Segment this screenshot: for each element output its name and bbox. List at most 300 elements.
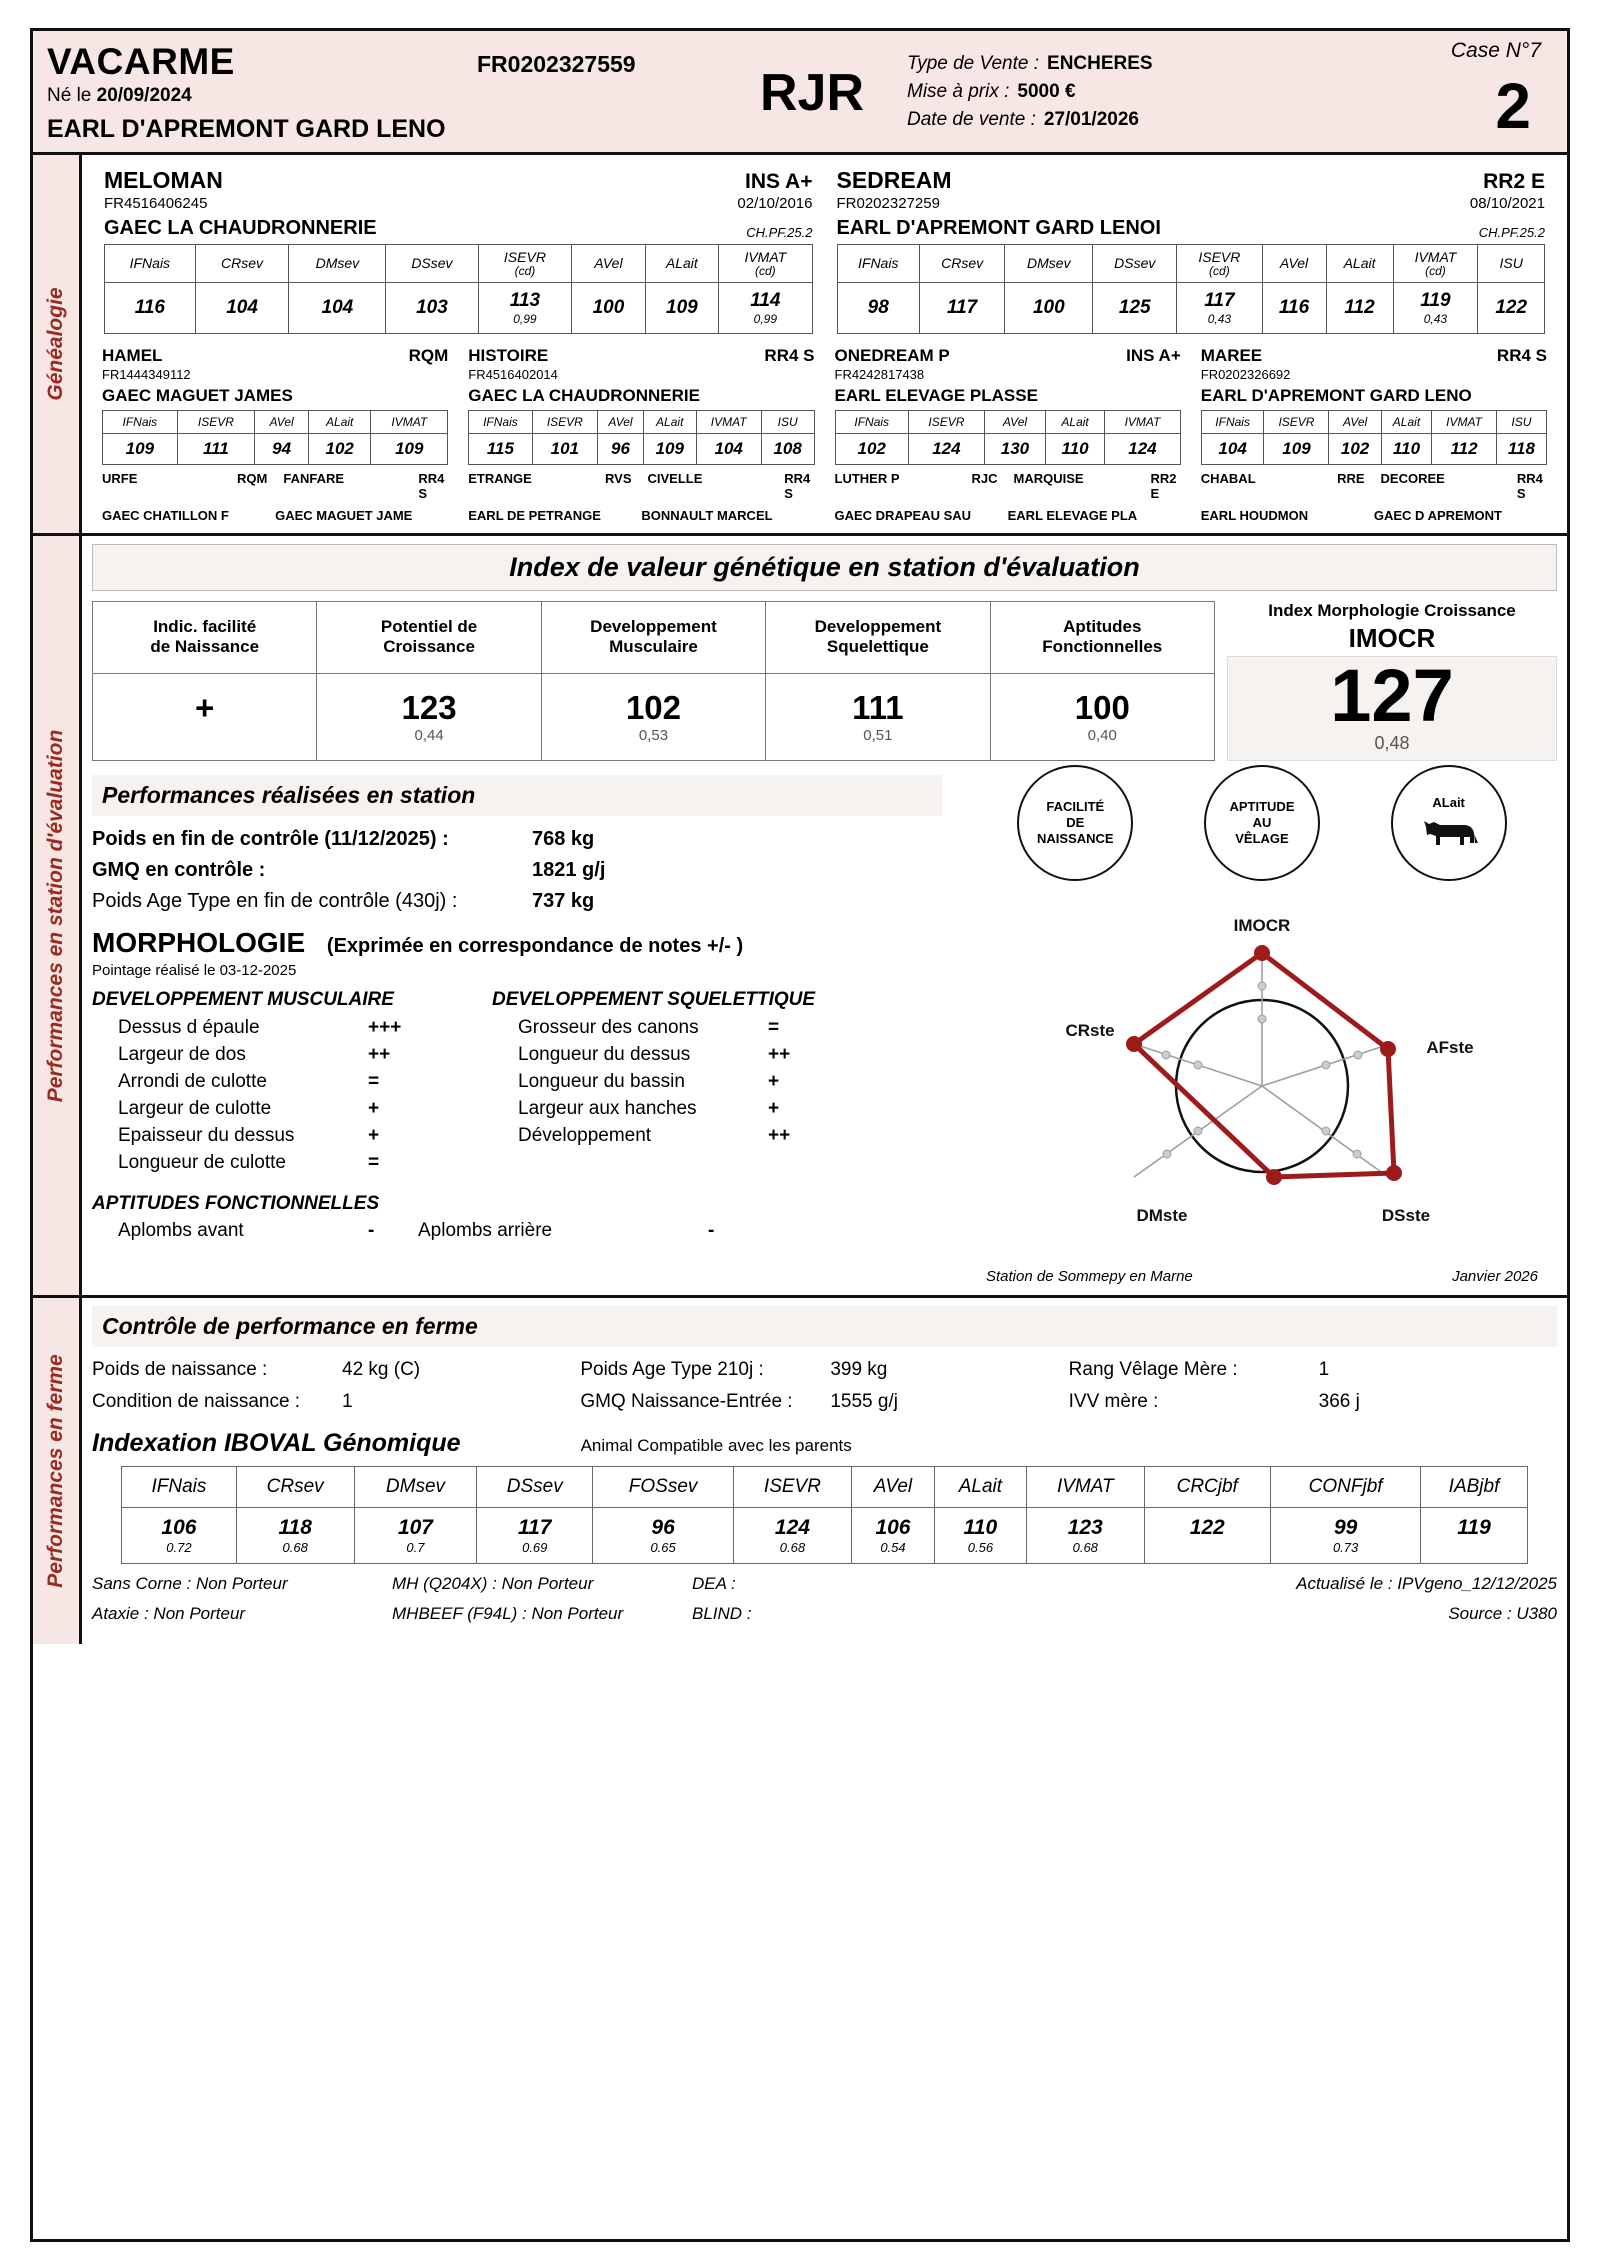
index-value: 96 bbox=[598, 434, 644, 465]
index-header: AVel bbox=[984, 411, 1045, 434]
grandparent-block bbox=[825, 346, 1191, 465]
badge-line1: ALait bbox=[1432, 795, 1465, 811]
ggp-owner: GAEC DRAPEAU SAU bbox=[834, 508, 972, 524]
iboval-table bbox=[121, 1466, 1527, 1564]
grandparent-name: HISTOIRE bbox=[468, 346, 549, 366]
farm-field bbox=[580, 1359, 1068, 1381]
station-graphics bbox=[982, 761, 1542, 1285]
genealogy-section bbox=[33, 155, 1567, 536]
sale-type: ENCHERES bbox=[1047, 53, 1153, 74]
index-value: 102 bbox=[309, 434, 371, 465]
farm-field-value: 1555 g/j bbox=[830, 1391, 898, 1413]
dam-date: 08/10/2021 bbox=[1469, 195, 1545, 212]
greatgrandparent-pair bbox=[92, 471, 458, 523]
greatgrandparent-pair bbox=[825, 471, 1191, 523]
dam-chpf: CH.PF.25.2 bbox=[1478, 225, 1545, 240]
index-header: ISEVR bbox=[908, 411, 984, 434]
index-value: 125 bbox=[1093, 283, 1177, 334]
index-header: IVMAT (cd) bbox=[1393, 245, 1478, 283]
index-value: 109 bbox=[371, 434, 448, 465]
footer-source: Source : U380 bbox=[1448, 1604, 1557, 1624]
ggp-name: CHABAL bbox=[1200, 471, 1256, 487]
grandparent-block bbox=[92, 346, 458, 465]
sire-name: MELOMAN bbox=[104, 167, 223, 193]
station-index-header: Developpement Squelettique bbox=[766, 602, 990, 673]
index-header: ALait bbox=[643, 411, 696, 434]
dam-index-table bbox=[837, 244, 1546, 334]
cow-icon bbox=[1418, 813, 1480, 851]
dam-id: FR0202327259 bbox=[836, 195, 940, 212]
index-header: IFNais bbox=[835, 411, 908, 434]
station-index-header: Developpement Musculaire bbox=[541, 602, 765, 673]
grandparent-block bbox=[458, 346, 824, 465]
iboval-header: ALait bbox=[934, 1467, 1026, 1508]
morphology-label: Largeur aux hanches bbox=[518, 1098, 697, 1120]
morphology-label: Longueur de culotte bbox=[118, 1152, 286, 1174]
iboval-value: 123 0.68 bbox=[1026, 1508, 1144, 1564]
index-header: AVel bbox=[572, 245, 645, 283]
grandparent-qualification: INS A+ bbox=[1126, 346, 1181, 366]
index-value: 109 bbox=[103, 434, 178, 465]
morpho-subtitle: (Exprimée en correspondance de notes +/- ) bbox=[326, 935, 744, 958]
sire-qualification: INS A+ bbox=[745, 170, 813, 193]
index-value: 109 bbox=[643, 434, 696, 465]
morphology-row bbox=[92, 1152, 492, 1174]
price-label: Mise à prix : bbox=[907, 81, 1010, 102]
index-header: DMsev bbox=[1005, 245, 1093, 283]
index-value: 118 bbox=[1496, 434, 1546, 465]
index-header: ISU bbox=[1496, 411, 1546, 434]
station-perf-title: Performances réalisées en station bbox=[92, 775, 942, 816]
iboval-header: DSsev bbox=[477, 1467, 593, 1508]
index-header: AVel bbox=[1329, 411, 1381, 434]
morphology-row bbox=[92, 1017, 492, 1039]
farm-footer bbox=[92, 1574, 1557, 1634]
morphology-note: = bbox=[368, 1152, 380, 1174]
farm-field-label: Poids de naissance : bbox=[92, 1359, 268, 1381]
ggp-name: DECOREE bbox=[1380, 471, 1445, 487]
sidelabel-farm bbox=[33, 1298, 82, 1644]
farm-field-value: 42 kg (C) bbox=[342, 1359, 421, 1381]
iboval-value: 99 0.73 bbox=[1270, 1508, 1420, 1564]
radar-caption-left: Station de Sommepy en Marne bbox=[986, 1268, 1193, 1286]
performance-label: Poids en fin de contrôle (11/12/2025) : bbox=[92, 828, 449, 851]
case-label: Case N°7 bbox=[1450, 39, 1541, 62]
index-value: 130 bbox=[984, 434, 1045, 465]
station-title: Index de valeur génétique en station d'évaluation bbox=[92, 544, 1557, 591]
index-value: 119 0,43 bbox=[1393, 283, 1478, 334]
performance-value: 1821 g/j bbox=[532, 859, 606, 882]
ggp-qualification: RJC bbox=[971, 471, 998, 487]
index-value: 117 0,43 bbox=[1177, 283, 1262, 334]
station-index-value: 123 0,44 bbox=[317, 673, 541, 761]
badges-row bbox=[982, 765, 1542, 881]
index-value: 104 bbox=[1201, 434, 1264, 465]
badge-line2: AU bbox=[1252, 815, 1272, 831]
morphology-label: Développement bbox=[518, 1125, 652, 1147]
morpho-date: Pointage réalisé le 03-12-2025 bbox=[92, 962, 297, 980]
grandparent-name: MAREE bbox=[1200, 346, 1263, 366]
index-value: 110 bbox=[1046, 434, 1105, 465]
iboval-header: IFNais bbox=[122, 1467, 236, 1508]
index-value: 100 bbox=[572, 283, 645, 334]
station-index-value: 102 0,53 bbox=[541, 673, 765, 761]
price-value: 5000 € bbox=[1017, 81, 1076, 102]
farm-column-3 bbox=[1069, 1359, 1557, 1423]
morphology-note: ++ bbox=[368, 1044, 391, 1066]
grandparent-index-table bbox=[1201, 410, 1547, 465]
functional-front-label: Aplombs avant bbox=[118, 1220, 244, 1242]
index-header: ALait bbox=[645, 245, 719, 283]
index-header: DSsev bbox=[1093, 245, 1177, 283]
morphology-row bbox=[92, 1044, 492, 1066]
morphology-row bbox=[92, 1071, 492, 1093]
ggp-owner: GAEC MAGUET JAME bbox=[275, 508, 413, 524]
radar-caption-right: Janvier 2026 bbox=[1452, 1268, 1538, 1286]
performance-line bbox=[92, 859, 972, 882]
grandparent-block bbox=[1191, 346, 1557, 465]
iboval-header: CONFjbf bbox=[1270, 1467, 1420, 1508]
index-header: AVel bbox=[1262, 245, 1326, 283]
farm-field-label: Condition de naissance : bbox=[92, 1391, 301, 1413]
index-header: IFNais bbox=[103, 411, 178, 434]
farm-section bbox=[33, 1298, 1567, 1644]
farm-field-value: 1 bbox=[342, 1391, 353, 1413]
sire-index-table bbox=[104, 244, 813, 334]
sidelabel-genealogy-text: Généalogie bbox=[44, 287, 67, 401]
footer-blind: BLIND : bbox=[692, 1604, 752, 1624]
badge-aptitude-velage bbox=[1204, 765, 1320, 881]
sidelabel-station bbox=[33, 536, 82, 1295]
ggp-qualification: RRE bbox=[1337, 471, 1365, 487]
grandparent-name: HAMEL bbox=[102, 346, 163, 366]
badge-alait bbox=[1391, 765, 1507, 881]
dam-name: SEDREAM bbox=[836, 167, 952, 193]
radar-axis-dmste: DMste bbox=[1136, 1206, 1188, 1226]
imocr-block bbox=[1227, 601, 1557, 761]
iboval-value: 122 bbox=[1144, 1508, 1270, 1564]
station-section bbox=[33, 536, 1567, 1298]
index-header: CRsev bbox=[919, 245, 1004, 283]
badge-line3: NAISSANCE bbox=[1037, 831, 1114, 847]
ggp-name: CIVELLE bbox=[647, 471, 703, 487]
iboval-value: 107 0.7 bbox=[354, 1508, 476, 1564]
index-value: 115 bbox=[469, 434, 532, 465]
index-header: IVMAT bbox=[696, 411, 761, 434]
case-number: 2 bbox=[1495, 70, 1531, 142]
performance-value: 768 kg bbox=[532, 828, 595, 851]
sale-date: 27/01/2026 bbox=[1043, 109, 1139, 130]
footer-ataxie: Ataxie : Non Porteur bbox=[92, 1604, 246, 1624]
imocr-caption: Index Morphologie Croissance bbox=[1268, 601, 1516, 621]
animal-name: VACARME bbox=[47, 41, 235, 82]
radar-axis-afste: AFste bbox=[1426, 1038, 1474, 1058]
index-header: ISEVR bbox=[532, 411, 598, 434]
radar-axis-imocr: IMOCR bbox=[1233, 916, 1291, 936]
station-index-header: Potentiel de Croissance bbox=[317, 602, 541, 673]
ggp-qualification: RR4 S bbox=[784, 471, 811, 502]
farm-field bbox=[1069, 1359, 1557, 1381]
iboval-header: FOSsev bbox=[593, 1467, 733, 1508]
index-value: 94 bbox=[255, 434, 309, 465]
index-value: 104 bbox=[195, 283, 289, 334]
footer-dea: DEA : bbox=[692, 1574, 736, 1594]
grandparent-owner: EARL D'APREMONT GARD LENO bbox=[1200, 386, 1472, 406]
performance-line bbox=[92, 828, 972, 851]
index-header: DSsev bbox=[386, 245, 478, 283]
iboval-header: CRsev bbox=[236, 1467, 354, 1508]
iboval-header: AVel bbox=[852, 1467, 935, 1508]
sidelabel-station-text: Performances en station d'évaluation bbox=[44, 729, 67, 1103]
performance-value: 737 kg bbox=[532, 890, 595, 913]
index-header: CRsev bbox=[195, 245, 289, 283]
morphology-note: = bbox=[768, 1017, 780, 1039]
breed-code: RJR bbox=[759, 64, 865, 122]
index-value: 116 bbox=[105, 283, 196, 334]
index-value: 110 bbox=[1381, 434, 1432, 465]
dam-owner: EARL D'APREMONT GARD LENOI bbox=[836, 217, 1161, 239]
grandparent-owner: GAEC LA CHAUDRONNERIE bbox=[468, 386, 700, 406]
ggp-name: FANFARE bbox=[283, 471, 345, 487]
index-value: 104 bbox=[696, 434, 761, 465]
ggp-name: ETRANGE bbox=[468, 471, 532, 487]
index-value: 116 bbox=[1262, 283, 1326, 334]
skeletal-column bbox=[492, 989, 892, 1179]
grandparent-qualification: RQM bbox=[408, 346, 449, 366]
farm-column-1 bbox=[92, 1359, 580, 1423]
sale-date-label: Date de vente : bbox=[907, 109, 1036, 130]
grandparent-owner: GAEC MAGUET JAMES bbox=[102, 386, 293, 406]
radar-axis-dsste: DSste bbox=[1381, 1206, 1431, 1226]
station-index-header: Indic. facilité de Naissance bbox=[93, 602, 317, 673]
index-value: 117 bbox=[919, 283, 1004, 334]
ggp-owner: EARL HOUDMON bbox=[1200, 508, 1309, 524]
morphology-label: Largeur de culotte bbox=[118, 1098, 272, 1120]
morphology-row bbox=[92, 1098, 492, 1120]
farm-field bbox=[580, 1391, 1068, 1413]
dam-qualification: RR2 E bbox=[1483, 170, 1545, 193]
index-header: IVMAT bbox=[1432, 411, 1497, 434]
index-header: ISU bbox=[1478, 245, 1545, 283]
index-value: 112 bbox=[1326, 283, 1393, 334]
morphology-note: = bbox=[368, 1071, 380, 1093]
index-header: ISEVR (cd) bbox=[1177, 245, 1262, 283]
morphology-label: Epaisseur du dessus bbox=[118, 1125, 295, 1147]
imocr-accuracy: 0,48 bbox=[1374, 733, 1410, 754]
owner-name: EARL D'APREMONT GARD LENO bbox=[47, 115, 446, 143]
iboval-header: ISEVR bbox=[733, 1467, 851, 1508]
index-header: DMsev bbox=[289, 245, 386, 283]
ggp-owner: GAEC D APREMONT bbox=[1373, 508, 1502, 524]
morphology-note: +++ bbox=[368, 1017, 402, 1039]
grandparent-id: FR0202326692 bbox=[1200, 367, 1291, 383]
index-value: 113 0,99 bbox=[478, 283, 572, 334]
performance-label: Poids Age Type en fin de contrôle (430j) : bbox=[92, 890, 458, 913]
farm-field-label: Poids Age Type 210j : bbox=[580, 1359, 764, 1381]
index-header: IVMAT (cd) bbox=[719, 245, 812, 283]
iboval-value: 119 bbox=[1421, 1508, 1527, 1564]
born-date: 20/09/2024 bbox=[96, 85, 192, 106]
ggp-qualification: RR2 E bbox=[1150, 471, 1177, 502]
morphology-note: ++ bbox=[768, 1125, 791, 1147]
iboval-value: 96 0.65 bbox=[593, 1508, 733, 1564]
ggp-owner: BONNAULT MARCEL bbox=[641, 508, 773, 524]
iboval-title: Indexation IBOVAL Génomique bbox=[92, 1429, 461, 1458]
born-label: Né le bbox=[47, 85, 92, 106]
morphology-note: ++ bbox=[768, 1044, 791, 1066]
greatgrandparent-pair bbox=[458, 471, 824, 523]
sidelabel-genealogy bbox=[33, 155, 82, 533]
farm-field-label: GMQ Naissance-Entrée : bbox=[580, 1391, 793, 1413]
morphology-label: Largeur de dos bbox=[118, 1044, 246, 1066]
station-perf-list bbox=[92, 828, 972, 913]
index-value: 102 bbox=[1329, 434, 1381, 465]
index-value: 102 bbox=[835, 434, 908, 465]
sire-owner: GAEC LA CHAUDRONNERIE bbox=[104, 217, 377, 239]
morphology-row bbox=[492, 1125, 892, 1147]
morphology-note: + bbox=[768, 1071, 780, 1093]
morphology-label: Arrondi de culotte bbox=[118, 1071, 267, 1093]
badge-line1: FACILITÉ bbox=[1046, 798, 1105, 814]
station-index-value: + bbox=[93, 673, 317, 761]
index-header: ALait bbox=[1381, 411, 1432, 434]
footer-mhbeef: MHBEEF (F94L) : Non Porteur bbox=[392, 1604, 624, 1624]
iboval-value: 118 0.68 bbox=[236, 1508, 354, 1564]
greatgrandparents-row bbox=[92, 471, 1557, 523]
index-header: ALait bbox=[1046, 411, 1105, 434]
skeletal-title: DEVELOPPEMENT SQUELETTIQUE bbox=[492, 989, 816, 1011]
ggp-qualification: RVS bbox=[605, 471, 632, 487]
morphology-row bbox=[492, 1017, 892, 1039]
iboval-value: 106 0.54 bbox=[852, 1508, 935, 1564]
index-header: ISEVR bbox=[177, 411, 254, 434]
ggp-name: MARQUISE bbox=[1013, 471, 1084, 487]
index-value: 112 bbox=[1432, 434, 1497, 465]
morphology-label: Longueur du dessus bbox=[518, 1044, 691, 1066]
station-index-value: 100 0,40 bbox=[990, 673, 1214, 761]
index-value: 124 bbox=[1105, 434, 1181, 465]
morpho-title: MORPHOLOGIE bbox=[92, 927, 306, 959]
badge-line2: DE bbox=[1066, 815, 1085, 831]
farm-field-value: 399 kg bbox=[830, 1359, 888, 1381]
index-value: 108 bbox=[761, 434, 814, 465]
sire-date: 02/10/2016 bbox=[737, 195, 813, 212]
index-header: IFNais bbox=[1201, 411, 1264, 434]
morphology-row bbox=[492, 1044, 892, 1066]
greatgrandparent-pair bbox=[1191, 471, 1557, 523]
ggp-owner: GAEC CHATILLON F bbox=[102, 508, 229, 524]
farm-column-2 bbox=[580, 1359, 1068, 1423]
sire-chpf: CH.PF.25.2 bbox=[746, 225, 813, 240]
iboval-header: DMsev bbox=[354, 1467, 476, 1508]
grandparent-owner: EARL ELEVAGE PLASSE bbox=[834, 386, 1038, 406]
sidelabel-farm-text: Performances en ferme bbox=[44, 1354, 67, 1589]
functional-front-value: - bbox=[368, 1220, 375, 1242]
farm-field bbox=[92, 1391, 580, 1413]
morphology-row bbox=[92, 1125, 492, 1147]
header bbox=[33, 31, 1567, 155]
farm-field-label: Rang Vêlage Mère : bbox=[1068, 1359, 1238, 1381]
iboval-note: Animal Compatible avec les parents bbox=[580, 1436, 852, 1456]
index-header: IFNais bbox=[105, 245, 196, 283]
radar-chart bbox=[982, 881, 1542, 1261]
index-header: AVel bbox=[255, 411, 309, 434]
index-value: 100 bbox=[1005, 283, 1093, 334]
index-value: 98 bbox=[837, 283, 919, 334]
index-value: 114 0,99 bbox=[719, 283, 812, 334]
muscular-column bbox=[92, 989, 492, 1179]
grandparent-id: FR1444349112 bbox=[102, 367, 191, 383]
functional-rear-label: Aplombs arrière bbox=[418, 1220, 553, 1242]
station-index-header: Aptitudes Fonctionnelles bbox=[990, 602, 1214, 673]
morphology-row bbox=[492, 1098, 892, 1120]
imocr-name: IMOCR bbox=[1348, 623, 1436, 654]
sire-block bbox=[92, 163, 825, 334]
footer-sanscorne: Sans Corne : Non Porteur bbox=[92, 1574, 288, 1594]
farm-field-value: 366 j bbox=[1318, 1391, 1360, 1413]
morphology-label: Dessus d épaule bbox=[118, 1017, 260, 1039]
index-header: IVMAT bbox=[1105, 411, 1181, 434]
ggp-name: LUTHER P bbox=[834, 471, 900, 487]
index-header: ALait bbox=[309, 411, 371, 434]
ggp-owner: EARL DE PETRANGE bbox=[468, 508, 601, 524]
iboval-header: IABjbf bbox=[1421, 1467, 1527, 1508]
badge-line3: VÊLAGE bbox=[1235, 831, 1289, 847]
performance-label: GMQ en contrôle : bbox=[92, 859, 266, 882]
index-header: IFNais bbox=[469, 411, 532, 434]
animal-id: FR0202327559 bbox=[477, 51, 636, 77]
grandparent-id: FR4516402014 bbox=[468, 367, 558, 383]
morphology-note: + bbox=[368, 1098, 380, 1120]
iboval-value: 106 0.72 bbox=[122, 1508, 236, 1564]
functional-title: APTITUDES FONCTIONNELLES bbox=[92, 1193, 380, 1215]
morphology-label: Longueur du bassin bbox=[518, 1071, 685, 1093]
grandparent-name: ONEDREAM P bbox=[834, 346, 950, 366]
grandparent-index-table bbox=[102, 410, 448, 465]
index-value: 101 bbox=[532, 434, 598, 465]
dam-block bbox=[825, 163, 1558, 334]
badge-facilite-naissance bbox=[1017, 765, 1133, 881]
index-value: 122 bbox=[1478, 283, 1545, 334]
farm-field-value: 1 bbox=[1318, 1359, 1330, 1381]
index-header: ALait bbox=[1326, 245, 1393, 283]
radar-axis-crste: CRste bbox=[1065, 1021, 1115, 1041]
iboval-value: 110 0.56 bbox=[934, 1508, 1026, 1564]
footer-mh: MH (Q204X) : Non Porteur bbox=[392, 1574, 594, 1594]
grandparent-index-table bbox=[835, 410, 1181, 465]
index-value: 124 bbox=[908, 434, 984, 465]
index-header: IFNais bbox=[837, 245, 919, 283]
index-value: 104 bbox=[289, 283, 386, 334]
muscular-title: DEVELOPPEMENT MUSCULAIRE bbox=[92, 989, 394, 1011]
iboval-header: IVMAT bbox=[1026, 1467, 1144, 1508]
grandparent-qualification: RR4 S bbox=[764, 346, 815, 366]
morphology-note: + bbox=[768, 1098, 780, 1120]
sire-id: FR4516406245 bbox=[104, 195, 208, 212]
ggp-qualification: RR4 S bbox=[418, 471, 445, 502]
farm-field-label: IVV mère : bbox=[1068, 1391, 1159, 1413]
farm-field bbox=[92, 1359, 580, 1381]
sale-type-label: Type de Vente : bbox=[907, 53, 1040, 74]
functional-rear-value: - bbox=[708, 1220, 715, 1242]
badge-line1: APTITUDE bbox=[1229, 798, 1295, 814]
morphology-row bbox=[492, 1071, 892, 1093]
index-value: 111 bbox=[177, 434, 254, 465]
grandparent-qualification: RR4 S bbox=[1496, 346, 1547, 366]
index-value: 109 bbox=[1264, 434, 1329, 465]
performance-line bbox=[92, 890, 972, 913]
iboval-header: CRCjbf bbox=[1144, 1467, 1270, 1508]
